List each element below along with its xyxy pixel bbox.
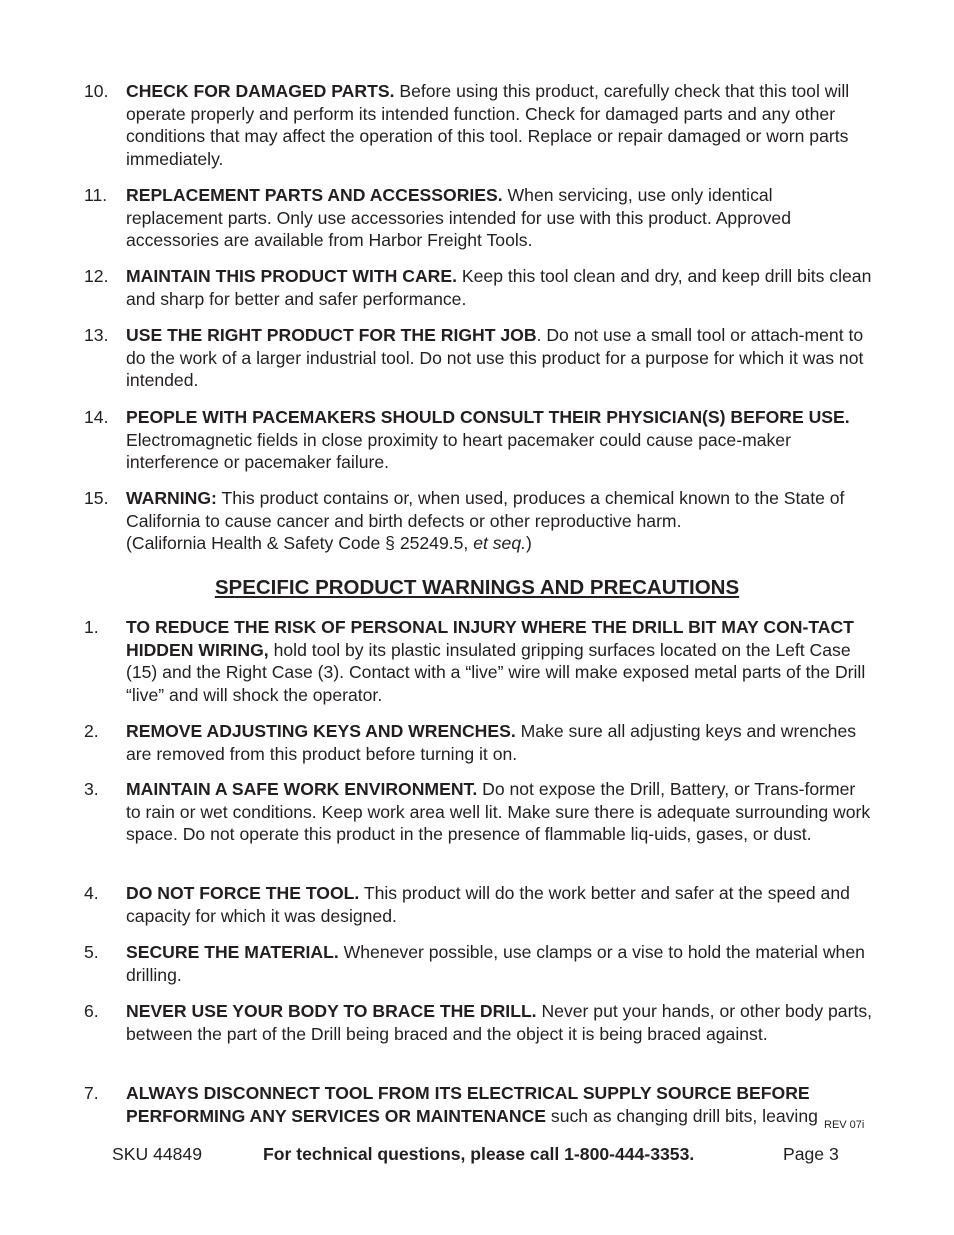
item-text: This product contains or, when used, produces a chemical known to the State of California to cause cancer and birth defects or other reproductive harm.	[126, 488, 845, 531]
item-heading: SECURE THE MATERIAL.	[126, 942, 339, 962]
item-number: 4.	[84, 883, 99, 903]
item-heading: WARNING:	[126, 488, 217, 508]
item-text: . Do not use a small tool or attach-ment to do the work of a larger industrial tool. Do not use this product for a purpose for which it was not intended.	[126, 325, 864, 391]
item-text: Whenever possible, use clamps or a vise to hold the material when drilling.	[126, 942, 865, 985]
list-item	[84, 941, 874, 986]
list-item	[84, 778, 874, 846]
item-heading: CHECK FOR DAMAGED PARTS.	[126, 81, 395, 101]
list-item	[84, 720, 874, 765]
item-number: 1.	[84, 617, 99, 637]
item-text: Before using this product, carefully check that this tool will operate properly and perform its intended function. Check for damaged parts and any other conditions that may affect the operation of this tool. Replace or repair damaged or worn parts immediately.	[126, 81, 850, 169]
item-text: Do not expose the Drill, Battery, or Trans-former to rain or wet conditions. Keep work area well lit. Make sure there is adequate surrounding work space. Do not operate this product in the presence of flammable liq-uids, gases, or dust.	[126, 779, 871, 845]
item-number: 5.	[84, 942, 99, 962]
item-text: When servicing, use only identical replacement parts. Only use accessories intended for use with this product. Approved accessories are available from Harbor Freight Tools.	[126, 185, 792, 251]
item-text: Electromagnetic fields in close proximity to heart pacemaker could cause pace-maker interference or pacemaker failure.	[126, 429, 791, 473]
item-text: This product will do the work better and safer at the speed and capacity for which it was designed.	[126, 883, 850, 926]
item-heading: DO NOT FORCE THE TOOL.	[126, 883, 360, 903]
item-heading: TO REDUCE THE RISK OF PERSONAL INJURY WHERE THE DRILL BIT MAY CON-TACT HIDDEN WIRING,	[126, 617, 854, 660]
list-item	[84, 80, 874, 170]
item-heading: MAINTAIN THIS PRODUCT WITH CARE.	[126, 266, 457, 286]
item-text: Make sure all adjusting keys and wrenches are removed from this product before turning it on.	[126, 721, 857, 764]
item-heading: REPLACEMENT PARTS AND ACCESSORIES.	[126, 185, 503, 205]
list-item	[84, 184, 874, 252]
item-number: 2.	[84, 721, 99, 741]
section-heading: SPECIFIC PRODUCT WARNINGS AND PRECAUTIONS	[214, 576, 740, 599]
footer-tech-support: For technical questions, please call 1-800-444-3353.	[263, 1144, 695, 1164]
item-text: Never put your hands, or other body parts, between the part of the Drill being braced and the object it is being braced against.	[126, 1001, 873, 1044]
item-number: 11.	[84, 185, 108, 205]
item-heading: MAINTAIN A SAFE WORK ENVIRONMENT.	[126, 779, 478, 799]
item-text: such as changing drill bits, leaving	[546, 1105, 818, 1126]
item-text: hold tool by its plastic insulated gripping surfaces located on the Left Case (15) and the Right Case (3). Contact with a “live” wire will make exposed metal parts of the Drill “live” and will shock the operator.	[126, 639, 866, 705]
list-item	[84, 882, 874, 927]
list-item	[84, 616, 874, 706]
item-heading: USE THE RIGHT PRODUCT FOR THE RIGHT JOB	[126, 325, 537, 345]
item-number: 3.	[84, 779, 99, 799]
item-number: 13.	[84, 325, 109, 345]
item-heading: NEVER USE YOUR BODY TO BRACE THE DRILL.	[126, 1001, 537, 1021]
citation-italic: et seq.	[473, 533, 527, 554]
list-item	[84, 1000, 874, 1045]
list-item	[84, 324, 874, 392]
footer-sku: SKU 44849	[112, 1144, 202, 1164]
item-text: Keep this tool clean and dry, and keep drill bits clean and sharp for better and safer performance.	[126, 266, 872, 309]
item-number: 6.	[84, 1001, 99, 1021]
item-number: 14.	[84, 407, 109, 427]
citation-close: )	[526, 533, 532, 554]
item-number: 12.	[84, 266, 109, 286]
item-number: 15.	[84, 488, 109, 508]
citation-text: (California Health & Safety Code § 25249.5,	[126, 533, 474, 554]
item-heading: REMOVE ADJUSTING KEYS AND WRENCHES.	[126, 721, 516, 741]
list-item	[84, 265, 874, 310]
item-number: 7.	[84, 1083, 99, 1103]
item-heading: ALWAYS DISCONNECT TOOL FROM ITS ELECTRICAL SUPPLY SOURCE BEFORE PERFORMING ANY SERVICES OR MAINTENANCE	[126, 1083, 810, 1126]
item-heading: PEOPLE WITH PACEMAKERS SHOULD CONSULT THEIR PHYSICIAN(S) BEFORE USE.	[126, 407, 850, 427]
list-item	[84, 1082, 874, 1127]
list-item	[84, 487, 874, 555]
item-number: 10.	[84, 81, 109, 101]
footer-page-number: Page 3	[783, 1144, 839, 1164]
revision-label: REV 07i	[824, 1119, 865, 1131]
list-item	[84, 406, 874, 474]
